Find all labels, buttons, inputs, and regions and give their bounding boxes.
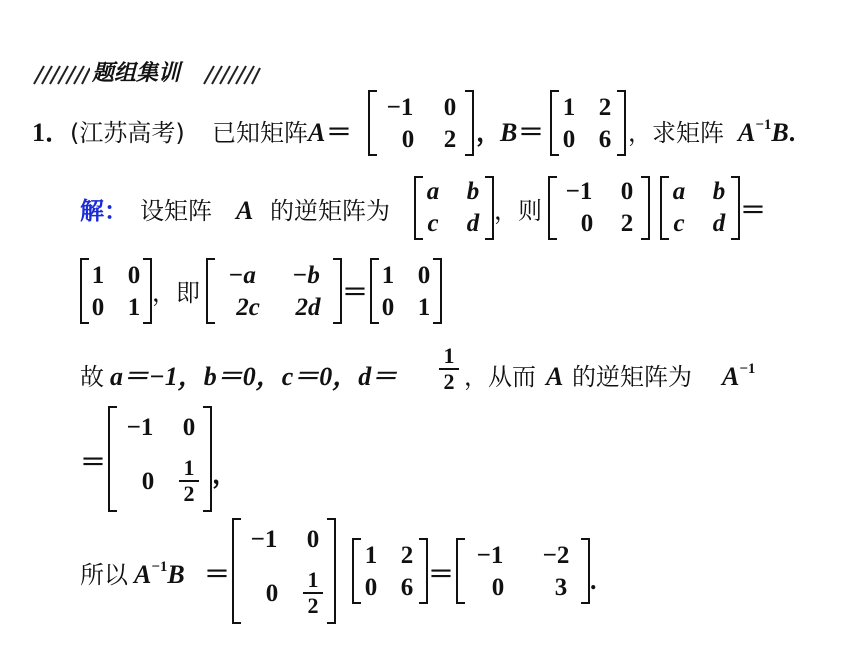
gen2-c: c [673, 210, 685, 237]
matrix-A-repeat [548, 176, 650, 240]
res-21: 0 [491, 574, 505, 601]
rep-A-11: −1 [565, 178, 593, 205]
inv2-11: −1 [250, 526, 278, 553]
gen-c: c [427, 210, 439, 237]
line5-equals: ＝ [204, 560, 231, 589]
gen-d: d [466, 210, 480, 237]
gu-text: 故 [80, 363, 104, 391]
inv-12: 0 [182, 414, 196, 441]
exp-21: 2c [236, 294, 260, 321]
line3-exp: −1 [739, 361, 756, 377]
hatch-right-decoration [202, 64, 262, 86]
hatch-left-decoration [32, 64, 90, 86]
problem-text-b: ，求矩阵 [628, 119, 724, 147]
line4-comma: ， [212, 460, 239, 489]
matrix-expanded [206, 258, 342, 324]
line5-equals-2: ＝ [428, 560, 455, 589]
var-A: A [308, 118, 326, 147]
line3-Ainv: $A^{-1}$ [722, 361, 756, 391]
inv-21: 0 [141, 468, 155, 495]
matrix-A [368, 90, 474, 156]
problem-text-a: 已知矩阵 [212, 119, 308, 147]
exp-12: −b [292, 262, 320, 289]
id2-12: 0 [417, 262, 431, 289]
line4-equals: ＝ [80, 448, 107, 477]
exp-11: −a [228, 262, 256, 289]
fB-21: 0 [364, 574, 378, 601]
half-den: 2 [443, 369, 455, 394]
final-period: . [590, 566, 597, 595]
matrix-B-21: 0 [562, 126, 576, 153]
problem-source: (江苏高考) [70, 119, 185, 147]
line3-rest: ，从而 [464, 363, 536, 391]
fB-22: 6 [400, 574, 414, 601]
id2-11: 1 [381, 262, 395, 289]
line3-A: A [546, 362, 564, 391]
inv2-21: 0 [265, 580, 279, 607]
matrix-A-21: 0 [401, 126, 415, 153]
res-11: −1 [476, 542, 504, 569]
rep-A-12: 0 [620, 178, 634, 205]
half-num: 1 [443, 343, 455, 368]
ji-text: ，即 [152, 279, 200, 307]
id-21: 0 [91, 294, 105, 321]
matrix-inv-generic-2 [660, 176, 740, 240]
matrix-B-final [352, 538, 428, 604]
gen2-b: b [712, 178, 726, 205]
gen2-d: d [712, 210, 726, 237]
target-A: $A^{-1}B$. [738, 117, 796, 147]
inv2-12: 0 [306, 526, 320, 553]
line5-exp: −1 [151, 559, 168, 575]
inv-11: −1 [126, 414, 154, 441]
matrix-B [550, 90, 626, 156]
inv2-22-fraction: 1 2 [302, 568, 324, 618]
res-12: −2 [542, 542, 570, 569]
matrix-inverse [108, 406, 212, 512]
target-exp: −1 [755, 117, 772, 133]
equals: ＝ [326, 118, 353, 147]
id-11: 1 [91, 262, 105, 289]
section-title: 题组集训 [92, 61, 181, 86]
line1-text2: 的逆矩阵为 [270, 197, 390, 225]
fB-11: 1 [364, 542, 378, 569]
matrix-identity-2 [370, 258, 442, 324]
exp-22: 2d [295, 294, 321, 321]
then-text: ，则 [494, 197, 542, 225]
matrix-result [456, 538, 590, 604]
problem-number: 1． [32, 118, 72, 147]
id-22: 1 [127, 294, 141, 321]
matrix-identity [80, 258, 152, 324]
var-B: B [500, 118, 518, 147]
id2-22: 1 [417, 294, 431, 321]
gen2-a: a [672, 178, 686, 205]
line3-rest2: 的逆矩阵为 [572, 363, 692, 391]
matrix-A-22: 2 [443, 126, 457, 153]
matrix-inv-generic [414, 176, 494, 240]
line2-equals: ＝ [342, 278, 369, 307]
rep-A-21: 0 [580, 210, 594, 237]
line1-equals: ＝ [740, 196, 767, 225]
line5-AinvB: $A^{-1}B$ [134, 559, 185, 589]
fB-12: 2 [400, 542, 414, 569]
solution-label: 解： [80, 197, 128, 225]
matrix-A-12: 0 [443, 94, 457, 121]
matrix-inverse-2 [232, 518, 336, 624]
half-fraction [438, 344, 460, 394]
sep1: ， [476, 118, 503, 147]
res-22: 3 [554, 574, 568, 601]
matrix-A-11: −1 [386, 94, 414, 121]
rep-A-22: 2 [620, 210, 634, 237]
line1-text: 设矩阵 [140, 197, 212, 225]
matrix-B-11: 1 [562, 94, 576, 121]
gen-b: b [466, 178, 480, 205]
id2-21: 0 [381, 294, 395, 321]
line1-A: A [236, 196, 254, 225]
equals-b: ＝ [518, 118, 545, 147]
gen-a: a [426, 178, 440, 205]
line5-prefix: 所以 [80, 561, 128, 589]
matrix-B-22: 6 [598, 126, 612, 153]
inv-22-fraction: 1 2 [178, 456, 200, 506]
id-12: 0 [127, 262, 141, 289]
values-text: a＝−1，b＝0，c＝0，d＝ [110, 362, 398, 391]
matrix-B-12: 2 [598, 94, 612, 121]
